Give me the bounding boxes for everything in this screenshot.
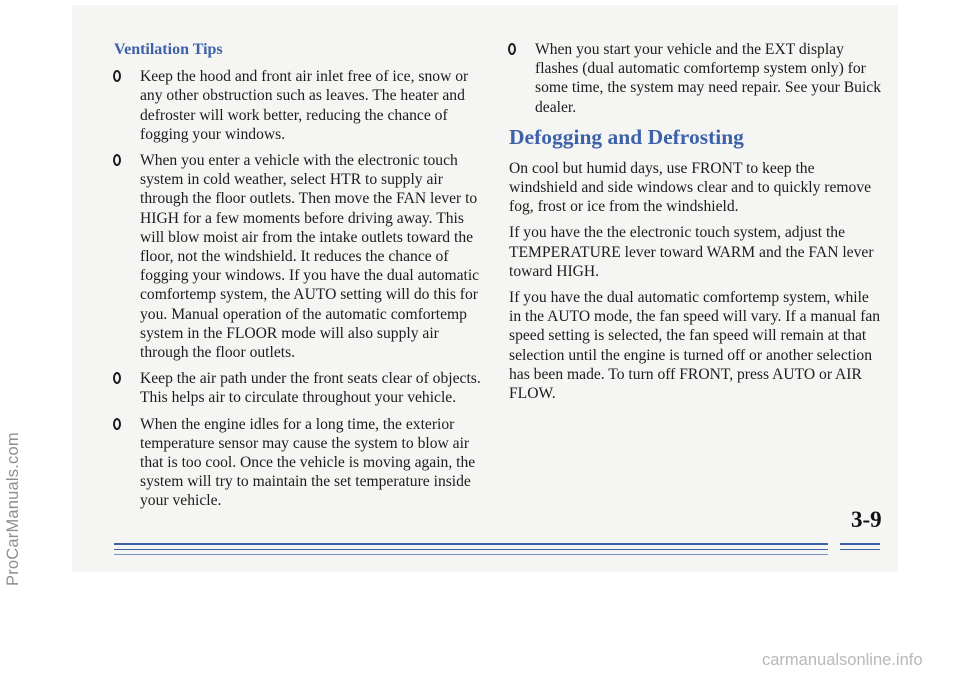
footer-watermark: carmanualsonline.info	[762, 651, 923, 669]
bullet-icon	[508, 43, 516, 55]
bullet-item	[114, 415, 486, 511]
bullet-icon	[113, 418, 121, 430]
bullet-item	[114, 151, 486, 362]
footer-rule	[840, 549, 880, 550]
left-column	[114, 40, 486, 518]
ventilation-tips-heading: Ventilation Tips	[114, 41, 223, 58]
paragraph: If you have the dual automatic comfortemp system, while in the AUTO mode, the fan speed will vary. If a manual fan speed setting is selected, the fan speed will remain at that selection until the engine is turned off or another selection has been made. To turn off FRONT, press AUTO or AIR FLOW.	[509, 289, 881, 403]
bullet-text: Keep the hood and front air inlet free of ice, snow or any other obstruction such as leaves. The heater and defroster will work better, reducing the chance of fogging your windows.	[140, 68, 469, 143]
bullet-text: When you start your vehicle and the EXT display flashes (dual automatic comfortemp system only) for some time, the system may need repair. See your Buick dealer.	[535, 41, 882, 116]
footer-rule	[114, 549, 828, 550]
bullet-icon	[113, 70, 121, 82]
bullet-text: When you enter a vehicle with the electronic touch system in cold weather, select HTR to supply air through the floor outlets. Then move the FAN lever to HIGH for a few moments before driving away. This will blow moist air from the intake outlets toward the floor, not the windshield. It reduces the chance of fogging your windows. If you have the dual automatic comfortemp system, the AUTO setting will do this for you. Manual operation of the automatic comfortemp system in the FLOOR mode will also supply air through the floor outlets.	[140, 152, 480, 362]
bullet-item	[114, 369, 486, 407]
page-number: 3-9	[851, 507, 882, 532]
bullet-text: When the engine idles for a long time, the exterior temperature sensor may cause the system to blow air that is too cool. Once the vehicle is moving again, the system will try to maintain the set temperature inside your vehicle.	[140, 415, 476, 510]
side-watermark: ProCarManuals.com	[4, 432, 22, 586]
bullet-text: Keep the air path under the front seats clear of objects. This helps air to circulate throughout your vehicle.	[140, 370, 481, 407]
paragraph: If you have the the electronic touch system, adjust the TEMPERATURE lever toward WARM and the FAN lever toward HIGH.	[509, 224, 874, 280]
right-column	[509, 40, 881, 410]
bullet-item	[114, 67, 486, 144]
footer-rule	[114, 554, 828, 555]
bullet-icon	[113, 154, 121, 166]
footer-rule	[840, 543, 880, 545]
footer-rule	[114, 543, 828, 545]
defogging-heading: Defogging and Defrosting	[509, 124, 744, 149]
bullet-item	[509, 40, 881, 117]
bullet-icon	[113, 372, 121, 384]
paragraph: On cool but humid days, use FRONT to keep the windshield and side windows clear and to quickly remove fog, frost or ice from the windshield.	[509, 159, 872, 216]
